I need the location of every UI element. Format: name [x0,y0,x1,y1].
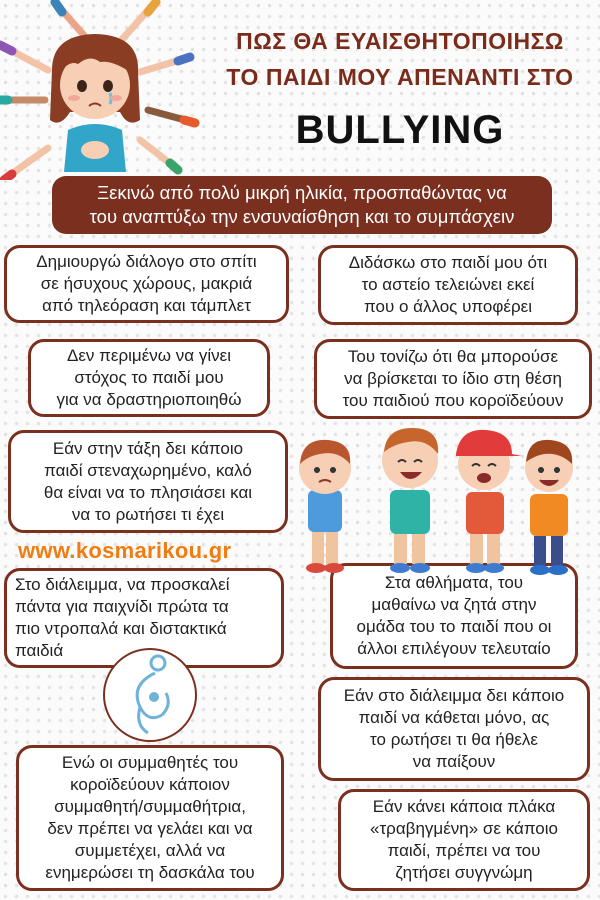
title-line-2: ΤΟ ΠΑΙΔΙ ΜΟΥ ΑΠΕΝΑΝΤΙ ΣΤΟ [226,64,574,90]
tip-card-sitting-alone: Εάν στο διάλειμμα δει κάποιο παιδί να κάθεται μόνο, ας το ρωτήσει τι θα ήθελε να παίξουν [318,677,590,781]
website-link[interactable]: www.kosmarikou.gr [18,538,232,563]
tip-card-sports-team: Στα αθλήματα, του μαθαίνω να ζητά στην ομάδα του το παιδί που οι άλλοι επιλέγουν τελευταίο [330,563,578,669]
tip-card-dont-laugh: Ενώ οι συμμαθητές του κοροϊδεύουν κάποιον συμμαθητή/συμμαθήτρια, δεν πρέπει να γελάει και να συμμετέχει, αλλά να ενημερώσει τη δασκάλα του [16,745,284,891]
tip-card-recess-invite: Στο διάλειμμα, να προσκαλεί πάντα για παιχνίδι πρώτα τα πιο ντροπαλά και διστακτικά παιδιά [4,568,284,668]
tip-card-classmate-sad: Εάν στην τάξη δει κάποιο παιδί στεναχωρημένο, καλό θα είναι να το πλησιάσει και να το ρωτήσει τι έχει [8,430,288,533]
tip-card-apologize: Εάν κάνει κάποια πλάκα «τραβηγμένη» σε κάποιο παιδί, πρέπει να του ζητήσει συγγνώμη [338,789,590,891]
tip-card-joke-ends: Διδάσκω στο παιδί μου ότι το αστείο τελειώνει εκεί που ο άλλος υποφέρει [318,245,578,325]
tip-card-could-be-him: Του τονίζω ότι θα μπορούσε να βρίσκεται το ίδιο στη θέση του παιδιού που κοροϊδεύουν [314,339,592,419]
kosmarikou-logo [100,645,200,745]
title-main: BULLYING [295,108,505,152]
crying-girl-illustration [0,0,200,180]
intro-banner: Ξεκινώ από πολύ μικρή ηλικία, προσπαθώντας να του αναπτύξω την ενσυναίσθηση και το συμπάσχειν [52,176,552,234]
laughing-children-illustration [290,420,590,580]
tip-card-dialogue: Δημιουργώ διάλογο στο σπίτι σε ήσυχους χώρους, μακριά από τηλεόραση και τάμπλετ [4,245,289,323]
tip-card-dont-wait: Δεν περιμένω να γίνει στόχος το παιδί μου για να δραστηριοποιηθώ [28,339,270,417]
title-line-1: ΠΩΣ ΘΑ ΕΥΑΙΣΘΗΤΟΠΟΙΗΣΩ [236,28,564,54]
